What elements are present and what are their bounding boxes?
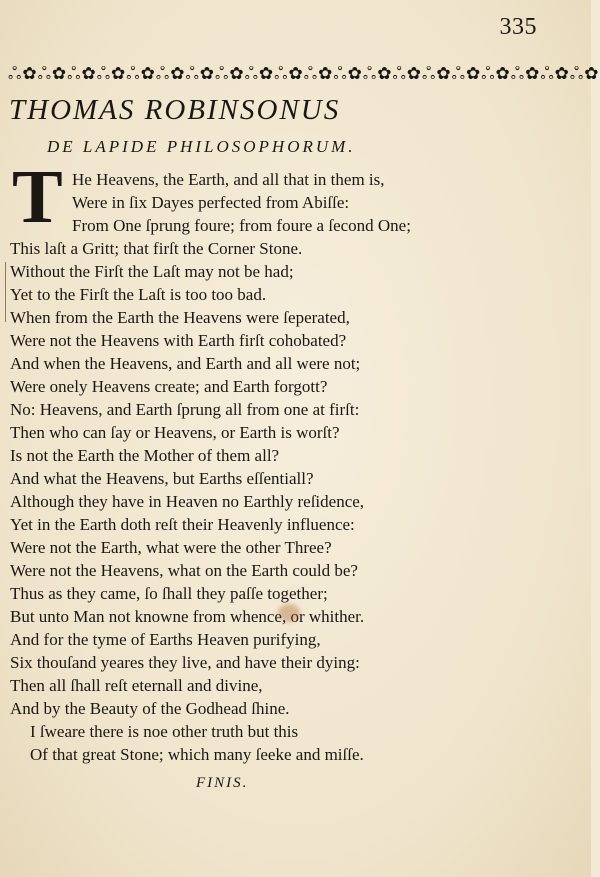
margin-mark	[5, 262, 6, 322]
poem-line: No: Heavens, and Earth ſprung all from one at firſt:	[10, 400, 360, 419]
finis-label: FINIS.	[196, 775, 249, 791]
poem-line: Were not the Heavens, what on the Earth could be?	[10, 561, 358, 580]
poem-line: Were not the Earth, what were the other Three?	[10, 538, 332, 557]
poem-line: Were in ſix Dayes perfected from Abiſſe:	[72, 193, 350, 212]
poem-line: Were not the Heavens with Earth firſt cohobated?	[10, 331, 347, 350]
poem-subtitle: DE LAPIDE PHILOSOPHORUM.	[47, 137, 356, 156]
poem-line: This laſt a Gritt; that firſt the Corner Stone.	[10, 239, 303, 258]
poem-line: Without the Firſt the Laſt may not be had;	[10, 262, 294, 281]
poem-line: And by the Beauty of the Godhead ſhine.	[10, 699, 290, 718]
poem-line: Yet to the Firſt the Laſt is too too bad.	[10, 285, 267, 304]
poem-line: Yet in the Earth doth reſt their Heavenly influence:	[10, 515, 355, 534]
poem-line: And what the Heavens, but Earths eſſentiall?	[10, 469, 314, 488]
decorative-ornament-band: ஃ✿ஃ✿ஃ✿ஃ✿ஃ✿ஃ✿ஃ✿ஃ✿ஃ✿ஃ✿ஃ✿ஃ✿ஃ✿ஃ✿ஃ✿ஃ✿ஃ✿ஃ✿ஃ✿ஃ✿	[8, 64, 600, 83]
poem-line: And when the Heavens, and Earth and all were not;	[10, 354, 361, 373]
poem-line: He Heavens, the Earth, and all that in them is,	[72, 170, 385, 189]
poem-line: When from the Earth the Heavens were ſeperated,	[10, 308, 350, 327]
poem-line: Of that great Stone; which many ſeeke and miſſe.	[30, 745, 364, 764]
poem-line: Six thouſand yeares they live, and have their dying:	[10, 653, 360, 672]
poem-line: From One ſprung foure; from foure a ſecond One;	[72, 216, 411, 235]
drop-cap: T	[12, 155, 63, 239]
poem-line: Then all ſhall reſt eternall and divine,	[10, 676, 263, 695]
poem-line: Thus as they came, ſo ſhall they paſſe together;	[10, 584, 328, 603]
poem-title: THOMAS ROBINSONUS	[9, 94, 341, 126]
poem-line: And for the tyme of Earths Heaven purifying,	[10, 630, 321, 649]
poem-line: Were onely Heavens create; and Earth forgott?	[10, 377, 328, 396]
poem-line: I ſweare there is noe other truth but this	[30, 722, 299, 741]
poem-line: Then who can ſay or Heavens, or Earth is worſt?	[10, 423, 340, 442]
page-number: 335	[499, 14, 537, 40]
poem-line: Although they have in Heaven no Earthly reſidence,	[10, 492, 365, 511]
poem-line: Is not the Earth the Mother of them all?	[10, 446, 280, 465]
paper-stain	[278, 604, 300, 622]
poem-line: But unto Man not knowne from whence, or whither.	[10, 607, 365, 626]
